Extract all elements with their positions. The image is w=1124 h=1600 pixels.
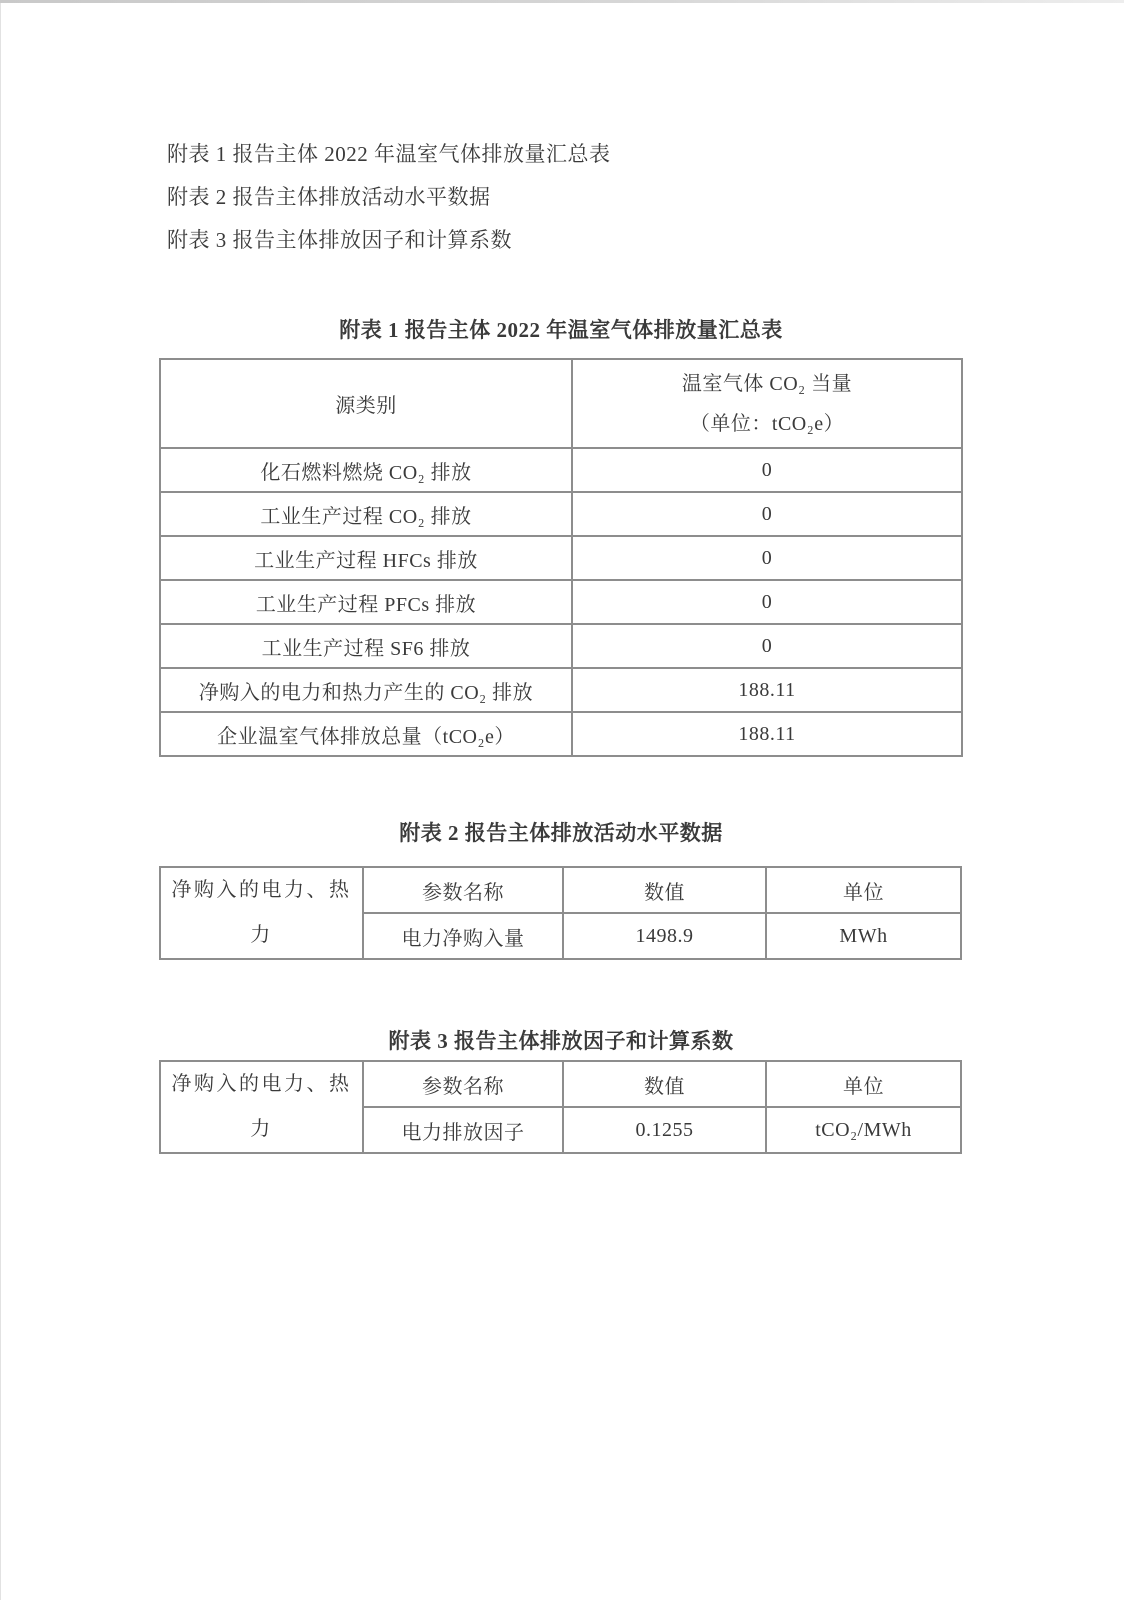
source-cell: 净购入的电力和热力产生的 CO₂ 排放 [160,668,572,712]
table-row [160,624,962,668]
table2-header-parameter: 参数名称 [363,867,563,913]
value-cell: 0 [572,536,962,580]
table-row [160,536,962,580]
table1-header-row [160,359,962,448]
appendix-table-1 [159,358,963,757]
value-cell: 0 [572,580,962,624]
source-cell: 工业生产过程 PFCs 排放 [160,580,572,624]
table-row [160,668,962,712]
source-cell: 工业生产过程 HFCs 排放 [160,536,572,580]
param-cell: 电力排放因子 [363,1107,563,1153]
unit-cell: tCO₂/MWh [766,1107,961,1153]
source-cell: 工业生产过程 CO₂ 排放 [160,492,572,536]
appendix-reference-list [167,133,611,262]
table3-header-row [160,1061,961,1107]
toc-item-appendix-3: 附表 3 报告主体排放因子和计算系数 [167,228,512,252]
table1-header-co2-equivalent-line1: 温室气体 CO₂ 当量 [681,372,853,395]
value-cell: 0.1255 [563,1107,766,1153]
value-cell: 188.11 [572,668,962,712]
table-row [160,492,962,536]
toc-item-appendix-1: 附表 1 报告主体 2022 年温室气体排放量汇总表 [167,142,611,166]
table2-header-value: 数值 [563,867,766,913]
value-cell: 1498.9 [563,913,766,959]
source-cell: 企业温室气体排放总量（tCO₂e） [160,712,572,756]
table3-title: 附表 3 报告主体排放因子和计算系数 [388,1029,734,1053]
table3-header-unit: 单位 [766,1061,961,1107]
table1-header-source-category: 源类别 [160,359,572,448]
source-cell: 化石燃料燃烧 CO₂ 排放 [160,448,572,492]
table2-title: 附表 2 报告主体排放活动水平数据 [399,821,723,845]
table1-header-co2-equivalent-line2: （单位：tCO₂e） [689,412,845,435]
scan-edge-top [0,0,1124,3]
unit-cell: MWh [766,913,961,959]
table1-header-co2-equivalent [572,359,962,448]
source-cell: 工业生产过程 SF6 排放 [160,624,572,668]
table2-header-row [160,867,961,913]
table3-header-value: 数值 [563,1061,766,1107]
value-cell: 188.11 [572,712,962,756]
table-row [160,580,962,624]
appendix-table-3 [159,1060,962,1154]
value-cell: 0 [572,448,962,492]
table3-header-parameter: 参数名称 [363,1061,563,1107]
param-cell: 电力净购入量 [363,913,563,959]
table-row [160,712,962,756]
table-row [160,448,962,492]
value-cell: 0 [572,624,962,668]
category-cell: 净购入的电力、热力 [160,867,363,959]
table2-header-unit: 单位 [766,867,961,913]
category-cell: 净购入的电力、热力 [160,1061,363,1153]
scan-edge-left [0,3,1,1600]
table1-title: 附表 1 报告主体 2022 年温室气体排放量汇总表 [339,318,783,342]
value-cell: 0 [572,492,962,536]
appendix-table-2 [159,866,962,960]
toc-item-appendix-2: 附表 2 报告主体排放活动水平数据 [167,185,491,209]
